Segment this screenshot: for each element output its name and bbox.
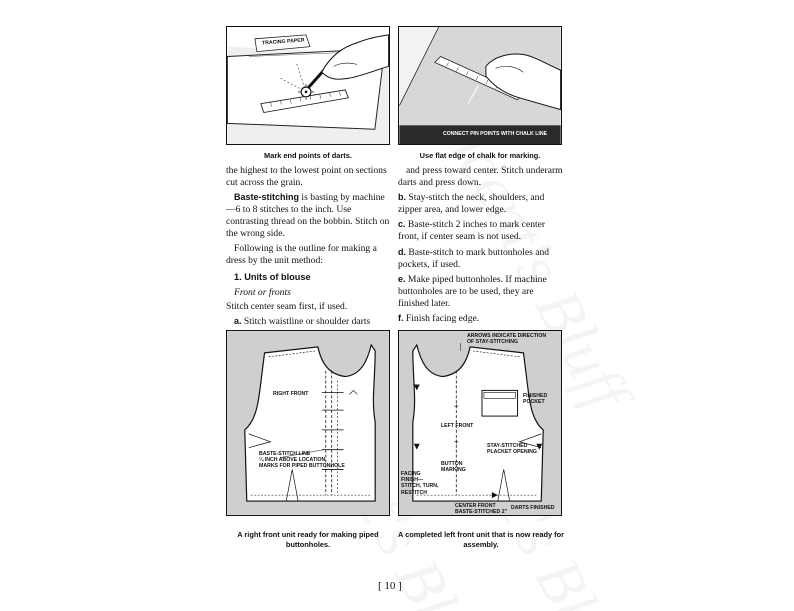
chalk-line-tag: CONNECT PIN POINTS WITH CHALK LINE [443, 131, 548, 137]
item-a-letter: a. [234, 316, 242, 327]
left-text-column [226, 165, 390, 330]
caption-left-front-unit: A completed left front unit that is now ready for assembly. [397, 530, 565, 549]
figure-tracing-wheel [226, 26, 390, 145]
label-center-line-1: CENTER FRONT [455, 503, 496, 509]
chalk-marking-illustration [399, 27, 561, 144]
paragraph-center-seam: Stitch center seam first, if used. [226, 300, 348, 312]
caption-mark-darts: Mark end points of darts. [264, 151, 352, 160]
item-e-letter: e. [398, 273, 406, 284]
item-e [398, 273, 564, 310]
item-e-text: Make piped buttonholes. If machine buttonholes are to be used, they are finished later. [398, 273, 547, 309]
label-pocket-line-2: POCKET [523, 399, 545, 406]
paragraph-press-center: and press toward center. Stitch underarm darts and press down. [398, 165, 563, 189]
paragraph-unit-method: Following is the outline for making a dress by the unit method: [226, 242, 377, 266]
label-facing-finish [401, 471, 438, 496]
label-facing-line-2: FINISH— [401, 477, 424, 484]
tracing-wheel-illustration [227, 27, 389, 144]
paragraph-grain: the highest to the lowest point on sections cut across the grain. [226, 165, 387, 189]
item-b-letter: b. [398, 192, 406, 203]
item-b [398, 191, 564, 216]
label-placket-opening [487, 443, 537, 455]
label-button-marking [441, 461, 466, 473]
item-c-text: Baste-stitch 2 inches to mark center front, if center seam is not used. [398, 219, 546, 243]
subheading-front: Front or fronts [234, 286, 291, 298]
figure-left-front-unit [398, 330, 562, 516]
label-arrows-line-2: OF STAY-STITCHING [467, 339, 519, 346]
item-d-text: Baste-stitch to mark buttonholes and pockets, if used. [398, 246, 550, 270]
tracing-paper-tag: TRACING PAPER [261, 37, 305, 47]
caption-flat-edge-chalk: Use flat edge of chalk for marking. [419, 151, 541, 160]
figure-right-front-unit [226, 330, 390, 516]
heading-units-of-blouse: 1. Units of blouse [234, 271, 311, 282]
item-f-text: Finish facing edge. [403, 313, 480, 325]
item-f-letter: f. [398, 313, 404, 324]
item-a [226, 315, 390, 328]
label-facing-line-4: RESTITCH [401, 489, 427, 496]
label-baste-line-2: ¼ INCH ABOVE LOCATION [259, 457, 326, 464]
item-d-letter: d. [398, 246, 406, 257]
label-arrows-direction [467, 333, 546, 345]
term-baste-stitching: Baste-stitching [234, 192, 300, 203]
label-right-front: RIGHT FRONT [273, 391, 309, 397]
label-darts-finished: DARTS FINISHED [511, 505, 555, 511]
item-a-text: Stitch waistline or shoulder darts [241, 316, 371, 328]
item-c [398, 218, 564, 243]
item-d [398, 246, 564, 271]
label-center-line-2: BASTE-STITCHED 2" [455, 509, 508, 516]
figure-chalk-marking [398, 26, 562, 145]
label-facing-line-3: STITCH, TURN, [401, 483, 439, 490]
label-baste-line-1: BASTE-STITCH LINE [259, 451, 311, 457]
label-left-front: LEFT FRONT [441, 423, 474, 429]
label-baste-stitch-line [259, 451, 345, 470]
label-pocket-line-1: FINISHED [523, 393, 548, 399]
page-number: [ 10 ] [378, 580, 402, 592]
label-placket-line-2: PLACKET OPENING [487, 449, 537, 456]
item-f [398, 312, 564, 325]
baste-stitching-definition: is basting by machine—6 to 8 stitches to the inch. Use contrasting thread on the bobbin. Stitch on the wrong side. [226, 192, 390, 240]
label-finished-pocket [523, 393, 547, 405]
right-front-pattern [227, 331, 389, 515]
item-b-text: Stay-stitch the neck, shoulders, and zipper area, and lower edge. [398, 192, 545, 216]
label-button-line-1: BUTTON [441, 461, 463, 467]
label-baste-line-3: MARKS FOR PIPED BUTTONHOLE [259, 463, 345, 470]
label-center-front [455, 503, 507, 515]
item-c-letter: c. [398, 219, 406, 230]
caption-right-front-unit: A right front unit ready for making piped buttonholes. [237, 530, 379, 549]
paragraph-baste-stitching [226, 191, 390, 240]
label-button-line-2: MARKING [441, 467, 466, 474]
label-facing-line-1: FACING [401, 471, 421, 477]
label-placket-line-1: STAY-STITCHED [487, 443, 528, 449]
label-arrows-line-1: ARROWS INDICATE DIRECTION [467, 333, 547, 339]
right-text-column [398, 165, 564, 327]
